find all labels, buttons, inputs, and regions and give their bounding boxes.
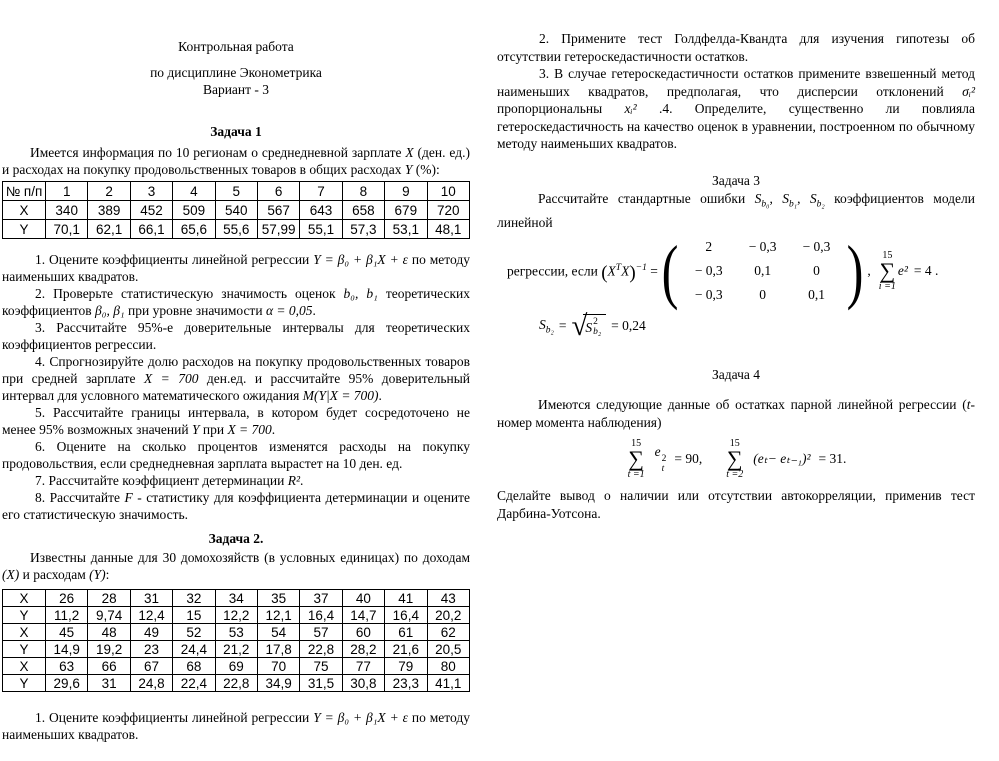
table-cell: 340 bbox=[46, 201, 88, 220]
math-subscript: t bbox=[661, 463, 665, 474]
table-cell: 57,99 bbox=[257, 220, 299, 239]
math-run: xᵢ² bbox=[624, 101, 637, 116]
table-cell: 23 bbox=[130, 641, 172, 658]
math-run: X bbox=[621, 263, 630, 279]
task1-items bbox=[2, 251, 470, 523]
math-run: b₀ bbox=[761, 199, 770, 210]
table-cell: 61 bbox=[385, 624, 427, 641]
math-run: Y bbox=[404, 162, 413, 177]
text-run: 2. Проверьте статистическую значимость оценок bbox=[35, 286, 344, 301]
table-cell: 20,5 bbox=[427, 641, 469, 658]
table-cell: 55,1 bbox=[300, 220, 342, 239]
right-column bbox=[497, 0, 975, 522]
sigma-icon: ∑ bbox=[628, 445, 644, 471]
text-run: 6. Оцените на сколько процентов изменятся расходы на покупку продовольствия, если среднедневная зарплата вырастет на 10 ден. ед. bbox=[2, 439, 470, 471]
table-cell: Y bbox=[3, 607, 46, 624]
math-run: T bbox=[615, 262, 622, 273]
table-cell: 37 bbox=[300, 590, 342, 607]
table-cell: 0,1 bbox=[754, 263, 772, 279]
text-run: Имеются следующие данные об остатках парной линейной регрессии ( bbox=[538, 397, 967, 413]
math-run: X bbox=[405, 145, 414, 160]
table-cell: 62,1 bbox=[88, 220, 130, 239]
task3-heading: Задача 3 bbox=[712, 172, 760, 188]
table-cell: 35 bbox=[257, 590, 299, 607]
table-cell: 452 bbox=[130, 201, 172, 220]
table-cell: 29,6 bbox=[46, 675, 88, 692]
math-run: R² bbox=[287, 473, 300, 488]
math-symbol: S bbox=[539, 316, 546, 332]
task4-heading: Задача 4 bbox=[712, 367, 760, 383]
table-row bbox=[3, 675, 470, 692]
table-cell: 43 bbox=[427, 590, 469, 607]
table-cell: 12,2 bbox=[215, 607, 257, 624]
table-cell: 24,4 bbox=[173, 641, 215, 658]
table-cell: 14,7 bbox=[342, 607, 384, 624]
table-cell: 16,4 bbox=[385, 607, 427, 624]
table-cell: 79 bbox=[385, 658, 427, 675]
math-run: X = 700 bbox=[227, 422, 272, 437]
sum-upper-limit: 15 bbox=[729, 437, 740, 449]
table-cell: 540 bbox=[215, 201, 257, 220]
table-cell: 30,8 bbox=[342, 675, 384, 692]
task2-heading: Задача 2. bbox=[208, 531, 264, 546]
sum2-result: = 31. bbox=[818, 451, 847, 467]
math-run: S bbox=[782, 190, 790, 206]
doc-title-line3: Вариант - 3 bbox=[202, 82, 270, 97]
math-run: b₂ bbox=[816, 199, 825, 210]
task2-intro bbox=[2, 549, 470, 583]
table-cell: 53 bbox=[215, 624, 257, 641]
text-run: . bbox=[378, 388, 382, 403]
table-cell: 53,1 bbox=[385, 220, 427, 239]
table-cell: 48 bbox=[88, 624, 130, 641]
table-cell: 40 bbox=[342, 590, 384, 607]
table-cell: 60 bbox=[342, 624, 384, 641]
text-run: 1. Оцените коэффициенты линейной регрессии bbox=[35, 710, 314, 725]
table-cell: 643 bbox=[300, 201, 342, 220]
table-cell: 65,6 bbox=[173, 220, 215, 239]
table-cell: 66,1 bbox=[130, 220, 172, 239]
table-cell: 3 bbox=[130, 182, 172, 201]
task1-item-5 bbox=[2, 404, 470, 438]
task4-sums-formula bbox=[497, 436, 975, 482]
task2-table bbox=[2, 589, 470, 692]
matrix-open-paren: ( bbox=[661, 231, 679, 312]
table-cell: 31 bbox=[88, 675, 130, 692]
table-cell: 9 bbox=[385, 182, 427, 201]
task1-item-7 bbox=[2, 472, 470, 489]
task1-item-1 bbox=[2, 251, 470, 285]
sum-upper-limit: 15 bbox=[631, 437, 642, 449]
matrix-lhs bbox=[507, 262, 658, 284]
table-row bbox=[682, 235, 844, 259]
task1-intro bbox=[2, 144, 470, 178]
table-cell: 567 bbox=[257, 201, 299, 220]
doc-title-line1: Контрольная работа bbox=[178, 39, 294, 54]
text-run: по методу наименьших квадратов. bbox=[2, 252, 470, 284]
table-cell: 68 bbox=[173, 658, 215, 675]
matrix-close-paren: ) bbox=[847, 231, 864, 312]
table-cell: 22,4 bbox=[173, 675, 215, 692]
text-run: 7. Рассчитайте коэффициент детерминации bbox=[35, 473, 288, 488]
text-run: 1. Оцените коэффициенты линейной регрессии bbox=[35, 252, 314, 267]
table-cell: 7 bbox=[300, 182, 342, 201]
math-run: F bbox=[124, 490, 133, 505]
square-root bbox=[571, 310, 606, 343]
sum1-result: = 90, bbox=[674, 451, 703, 467]
table-cell: 41,1 bbox=[427, 675, 469, 692]
table-row bbox=[3, 220, 470, 239]
document-title bbox=[2, 38, 470, 98]
table-cell: 23,3 bbox=[385, 675, 427, 692]
table-cell: 5 bbox=[215, 182, 257, 201]
table-cell: 12,1 bbox=[257, 607, 299, 624]
left-column bbox=[2, 0, 470, 743]
sum2-body: (eₜ− eₜ₋₁)² bbox=[753, 451, 811, 467]
table-row bbox=[3, 641, 470, 658]
math-run: S bbox=[754, 190, 762, 206]
table-cell: 509 bbox=[173, 201, 215, 220]
task1-item-8 bbox=[2, 489, 470, 523]
table-cell: 80 bbox=[427, 658, 469, 675]
table-cell: 70 bbox=[257, 658, 299, 675]
table-cell: 32 bbox=[173, 590, 215, 607]
sum-upper-limit: 15 bbox=[882, 249, 893, 261]
text-run: , bbox=[797, 190, 810, 206]
text-run: , bbox=[769, 190, 783, 206]
task2-item-1 bbox=[2, 709, 470, 743]
text-run: .4. Определите, существенно ли повлияла гетероскедастичность на качество оценок в уравнении, построенном по обычному методу наименьших квадратов. bbox=[497, 101, 975, 151]
text-run: ден.ед. и рассчитайте 95% доверительный интервал для условного математического ожидания bbox=[2, 371, 470, 403]
math-run: −1 bbox=[635, 262, 647, 273]
text-run: при уровне значимости bbox=[124, 303, 266, 318]
table-cell: − 0,3 bbox=[694, 287, 723, 303]
sum-result: = 4 . bbox=[913, 263, 939, 279]
table-cell: − 0,3 bbox=[694, 263, 723, 279]
table-cell: 679 bbox=[385, 201, 427, 220]
math-superscript: 2 bbox=[661, 453, 667, 464]
sum-lower-limit: i =1 bbox=[878, 280, 896, 292]
table-row bbox=[3, 201, 470, 220]
table-row bbox=[3, 182, 470, 201]
table-row bbox=[682, 283, 844, 307]
table-cell: Y bbox=[3, 675, 46, 692]
matrix-comma: , bbox=[867, 263, 871, 279]
math-run: t bbox=[966, 397, 971, 413]
math-run: Y = β₀ + β₁X + ε bbox=[313, 710, 408, 725]
math-run: X bbox=[607, 263, 616, 279]
math-symbol: e bbox=[654, 443, 661, 459]
text-run: при bbox=[199, 422, 228, 437]
doc-title-line2: по дисциплине Эконометрика bbox=[150, 65, 322, 80]
table-cell: X bbox=[3, 201, 46, 220]
table-cell: 34 bbox=[215, 590, 257, 607]
table-cell: 28 bbox=[88, 590, 130, 607]
table-cell: − 0,3 bbox=[802, 239, 831, 255]
task1-item-4 bbox=[2, 353, 470, 404]
table-cell: 69 bbox=[215, 658, 257, 675]
text-run: . bbox=[271, 422, 276, 437]
math-run: b₁ bbox=[789, 199, 798, 210]
task4-intro bbox=[497, 396, 975, 431]
table-cell: 57,3 bbox=[342, 220, 384, 239]
task3-intro-line bbox=[497, 190, 975, 232]
text-run: Имеется информация по 10 регионам о среднедневной зарплате bbox=[30, 145, 406, 160]
table-cell: 14,9 bbox=[46, 641, 88, 658]
table-row bbox=[3, 658, 470, 675]
table-cell: 31 bbox=[130, 590, 172, 607]
text-run: : bbox=[105, 567, 110, 582]
table-cell: 9,74 bbox=[88, 607, 130, 624]
table-row bbox=[3, 607, 470, 624]
text-run: - статистику для коэффициента детерминации и оцените его статистическую значимость. bbox=[2, 490, 470, 522]
math-run: M(Y|X = 700) bbox=[302, 388, 379, 403]
table-cell: 21,6 bbox=[385, 641, 427, 658]
table-row bbox=[3, 624, 470, 641]
table-cell: 28,2 bbox=[342, 641, 384, 658]
math-run: ) bbox=[629, 262, 636, 284]
table-row bbox=[3, 590, 470, 607]
table-cell: X bbox=[3, 590, 46, 607]
text-run: и расходам bbox=[19, 567, 90, 582]
table-cell: 55,6 bbox=[215, 220, 257, 239]
table-cell: 19,2 bbox=[88, 641, 130, 658]
table-cell: 16,4 bbox=[300, 607, 342, 624]
math-run: (Y) bbox=[89, 567, 106, 582]
text-run: Сделайте вывод о наличии или отсутствии автокорреляции, применив тест Дарбина-Уотсона. bbox=[497, 488, 975, 521]
table-cell: 0 bbox=[759, 287, 766, 303]
sum-symbol-block bbox=[879, 251, 896, 292]
inverse-matrix bbox=[682, 235, 844, 307]
text-run: по методу наименьших квадратов. bbox=[2, 710, 470, 742]
text-run: 3. Рассчитайте 95%-е доверительные интервалы для теоретических коэффициентов регрессии. bbox=[2, 320, 470, 352]
table-cell: 26 bbox=[46, 590, 88, 607]
text-run: 3. В случае гетероскедастичности остатков примените взвешенный метод наименьших квадратов, предполагая, что дисперсии отклонений bbox=[497, 66, 975, 99]
table-row bbox=[682, 259, 844, 283]
table-cell: 22,8 bbox=[215, 675, 257, 692]
task1-heading: Задача 1 bbox=[210, 124, 262, 139]
table-cell: 17,8 bbox=[257, 641, 299, 658]
text-run: пропорциональны bbox=[497, 101, 625, 116]
equals-sign: = bbox=[558, 318, 567, 334]
math-run: b₀, b₁ bbox=[343, 286, 378, 301]
table-cell: 4 bbox=[173, 182, 215, 201]
text-run: . bbox=[312, 303, 316, 318]
table-cell: Y bbox=[3, 220, 46, 239]
text-run: 5. Рассчитайте границы интервала, в котором будет сосредоточено не менее 95% возможных значений bbox=[2, 405, 470, 437]
table-cell: 45 bbox=[46, 624, 88, 641]
table-cell: 21,2 bbox=[215, 641, 257, 658]
table-cell: 48,1 bbox=[427, 220, 469, 239]
table-cell: № п/п bbox=[3, 182, 46, 201]
table-cell: 22,8 bbox=[300, 641, 342, 658]
table-cell: 62 bbox=[427, 624, 469, 641]
task2-item-3 bbox=[497, 65, 975, 153]
stderr-result: = 0,24 bbox=[611, 318, 646, 334]
task1-item-6 bbox=[2, 438, 470, 472]
table-cell: 70,1 bbox=[46, 220, 88, 239]
text-run: Известны данные для 30 домохозяйств (в условных единицах) по доходам bbox=[30, 550, 470, 565]
sum-symbol-block bbox=[726, 439, 743, 480]
task1-item-3 bbox=[2, 319, 470, 353]
table-cell: 67 bbox=[130, 658, 172, 675]
math-superscript: 2 bbox=[593, 317, 598, 328]
table-cell: 720 bbox=[427, 201, 469, 220]
task4-outro bbox=[497, 487, 975, 522]
math-run: X = 700 bbox=[143, 371, 199, 386]
text-run: теоретических коэффициентов bbox=[2, 286, 471, 318]
math-symbol: S bbox=[585, 320, 593, 336]
text-run: 4. Спрогнозируйте долю расходов на покупку продовольственных товаров при средней зарплате bbox=[2, 354, 470, 386]
text-run: регрессии, если bbox=[507, 263, 602, 279]
task1-item-2 bbox=[2, 285, 470, 319]
text-run: (%): bbox=[412, 162, 440, 177]
sum-symbol-block bbox=[628, 439, 645, 480]
text-run: . bbox=[300, 473, 304, 488]
text-run: = bbox=[646, 263, 658, 279]
sum-lower-limit: t =2 bbox=[726, 468, 744, 480]
table-cell: 57 bbox=[300, 624, 342, 641]
table-cell: 34,9 bbox=[257, 675, 299, 692]
radical-icon: √ bbox=[571, 310, 588, 343]
math-subscript: b₂ bbox=[593, 327, 602, 338]
math-run: (X) bbox=[2, 567, 20, 582]
table-cell: 63 bbox=[46, 658, 88, 675]
task1-table bbox=[2, 181, 470, 239]
table-cell: X bbox=[3, 624, 46, 641]
table-cell: 52 bbox=[173, 624, 215, 641]
table-cell: 1 bbox=[46, 182, 88, 201]
sum-lower-limit: t =1 bbox=[627, 468, 645, 480]
table-cell: 6 bbox=[257, 182, 299, 201]
table-cell: 389 bbox=[88, 201, 130, 220]
math-run: α = 0,05 bbox=[265, 303, 313, 318]
text-run: (ден. ед.) и расходах на покупку продовольственных товаров в общих расходах bbox=[2, 145, 470, 177]
table-cell: 20,2 bbox=[427, 607, 469, 624]
table-cell: 15 bbox=[173, 607, 215, 624]
table-cell: 2 bbox=[705, 239, 713, 255]
table-cell: 41 bbox=[385, 590, 427, 607]
table-cell: 24,8 bbox=[130, 675, 172, 692]
task3-stderr-formula bbox=[497, 310, 975, 342]
table-cell: 11,2 bbox=[46, 607, 88, 624]
text-run: Рассчитайте стандартные ошибки bbox=[538, 190, 755, 206]
text-run: коэффициентов модели линейной bbox=[497, 190, 975, 230]
table-cell: 658 bbox=[342, 201, 384, 220]
table-cell: 54 bbox=[257, 624, 299, 641]
sigma-icon: ∑ bbox=[879, 257, 896, 283]
table-cell: 75 bbox=[300, 658, 342, 675]
sigma-icon: ∑ bbox=[726, 445, 743, 471]
math-run: S bbox=[809, 190, 817, 206]
table-cell: 2 bbox=[88, 182, 130, 201]
sum-body: e² bbox=[897, 263, 908, 279]
math-run: β₀, β₁ bbox=[95, 303, 125, 318]
table-cell: X bbox=[3, 658, 46, 675]
task2-item-2 bbox=[497, 30, 975, 65]
table-cell: − 0,3 bbox=[748, 239, 777, 255]
stderr-lhs bbox=[539, 317, 554, 336]
table-cell: Y bbox=[3, 641, 46, 658]
text-run: 2. Примените тест Голдфелда-Квандта для изучения гипотезы об отсутствии гетероскедастичности остатков. bbox=[497, 31, 975, 64]
math-run: ( bbox=[601, 262, 608, 284]
table-cell: 49 bbox=[130, 624, 172, 641]
text-run: 8. Рассчитайте bbox=[35, 490, 125, 505]
table-cell: 0,1 bbox=[808, 287, 825, 303]
task3-matrix-formula bbox=[497, 231, 975, 312]
table-cell: 10 bbox=[427, 182, 469, 201]
table-cell: 77 bbox=[342, 658, 384, 675]
math-run: Y = β₀ + β₁X + ε bbox=[313, 252, 408, 267]
math-run: σᵢ² bbox=[962, 83, 975, 99]
sum1-body bbox=[655, 444, 667, 475]
math-subscript: b₂ bbox=[545, 325, 554, 336]
table-cell: 8 bbox=[342, 182, 384, 201]
table-cell: 66 bbox=[88, 658, 130, 675]
table-cell: 0 bbox=[813, 263, 820, 279]
table-cell: 12,4 bbox=[130, 607, 172, 624]
table-cell: 31,5 bbox=[300, 675, 342, 692]
text-run: - номер момента наблюдения) bbox=[497, 397, 975, 430]
math-run: Y bbox=[191, 422, 200, 437]
